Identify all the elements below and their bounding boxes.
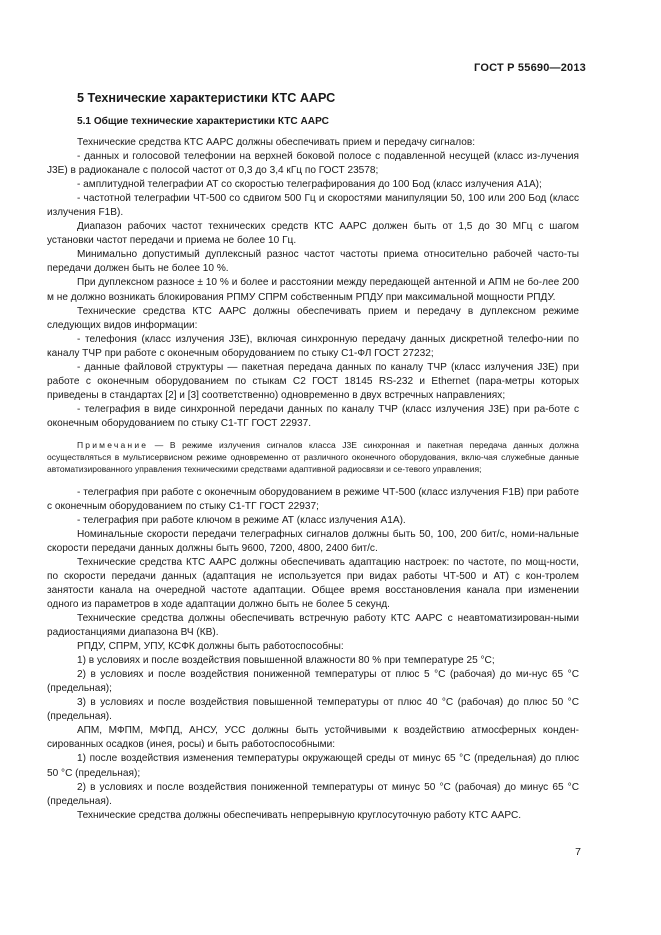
paragraph: Минимально допустимый дуплексный разнос частот частоты приема относительно рабочей часто-ты передачи должен быть не более 10 %. <box>47 249 579 275</box>
list-item: - телеграфия при работе ключом в режиме АТ (класс излучения А1А). <box>77 514 406 526</box>
paragraph: Технические средства должны обеспечивать непрерывную круглосуточную работу КТС ААРС. <box>77 809 522 821</box>
list-item: 2) в условиях и после воздействия пониженной температуры от плюс 5 °С (рабочая) до ми-нус 65 °С (предельная); <box>47 669 579 695</box>
page-content <box>47 90 579 823</box>
paragraph: Технические средства КТС ААРС должны обеспечивать прием и передачу сигналов: <box>77 137 476 148</box>
list-item: 1) в условиях и после воздействия повышенной влажности 80 % при температуре 25 °С; <box>77 655 495 667</box>
paragraph: Технические средства должны обеспечивать встречную работу КТС ААРС с неавтоматизирован-ными радиостанциями диапазона ВЧ (КВ). <box>47 613 579 639</box>
note-text: — В режиме излучения сигналов класса J3E синхронная и пакетная передача данных должна осуществляться в мультисервисном режиме одновременно от различного оконечного оборудования, вклю-чая служебные данные автоматизированного управления техническими средствами адаптивной радиосвязи и се-тевого управления; <box>47 439 579 475</box>
list-item: - данные файловой структуры — пакетная передача данных по каналу ТЧР (класс излучения J3E) при работе с оконечным оборудованием по стыкам С2 ГОСТ 18145 RS-232 и Ethernet (пара-метры которых приведены в стандартах [2] и [3] соответственно) одновременно в двух встречных направлениях; <box>47 361 579 401</box>
note-label: Примечание <box>77 439 149 450</box>
paragraph: Номинальные скорости передачи телеграфных сигналов должны быть 50, 100, 200 бит/с, номи-нальные скорости передачи данных должны быть 9600, 7200, 4800, 2400 бит/с. <box>47 528 579 554</box>
list-item: - телеграфия в виде синхронной передачи данных по каналу ТЧР (класс излучения J3E) при ра-боте с оконечным оборудованием по стыку С1-ТГ ГОСТ 22937. <box>47 403 579 429</box>
list-item: - телефония (класс излучения J3E), включая синхронную передачу данных дискретной телефо-нии по каналу ТЧР при работе с оконечным оборудованием по стыку С1-ФЛ ГОСТ 27232; <box>47 333 579 359</box>
list-item: 3) в условиях и после воздействия повышенной температуры от плюс 40 °С (рабочая) до плюс 50 °С (предельная). <box>47 697 579 723</box>
paragraphs-group-a <box>47 136 579 431</box>
list-item: - телеграфия при работе с оконечным оборудованием в режиме ЧТ-500 (класс излучения F1B) при работе с оконечным оборудованием по стыку С1-ТГ ГОСТ 22937; <box>47 486 579 512</box>
list-item: 1) после воздействия изменения температуры окружающей среды от минус 65 °С (предельная) до плюс 50 °С (предельная); <box>47 753 579 779</box>
page-number: 7 <box>575 846 581 858</box>
list-item: - амплитудной телеграфии АТ со скоростью телеграфирования до 100 Бод (класс излучения А1А); <box>77 179 542 191</box>
paragraph: При дуплексном разносе ± 10 % и более и расстоянии между передающей антенной и АПМ не бо-лее 200 м не должно возникать блокирования РПМУ СПРМ собственным РПДУ при максимальной мощности РПДУ. <box>47 277 579 303</box>
paragraph: Технические средства КТС ААРС должны обеспечивать прием и передачу в дуплексном режиме следующих видов информации: <box>47 305 579 331</box>
paragraphs-group-b <box>47 486 579 823</box>
list-item: 2) в условиях и после воздействия пониженной температуры от минус 50 °С (рабочая) до минус 65 °С (предельная). <box>47 781 579 807</box>
section-title: 5 Технические характеристики КТС ААРС <box>77 91 336 105</box>
list-item: - данных и голосовой телефонии на верхней боковой полосе с подавленной несущей (класс из-лучения J3E) в радиоканале с полосой частот от 0,3 до 3,4 кГц по ГОСТ 23578; <box>47 151 579 177</box>
paragraph: Диапазон рабочих частот технических средств КТС ААРС должен быть от 1,5 до 30 МГц с шагом установки частот передачи и приема не более 10 Гц. <box>47 221 579 247</box>
paragraph: РПДУ, СПРМ, УПУ, КСФК должны быть работоспособны: <box>77 641 344 653</box>
list-item: - частотной телеграфии ЧТ-500 со сдвигом 500 Гц и скоростями манипуляции 50, 100 или 200 Бод (класс излучения F1B). <box>47 193 579 219</box>
note <box>47 439 579 476</box>
paragraph: АПМ, МФПМ, МФПД, АНСУ, УСС должны быть устойчивыми к воздействию атмосферных конден-сированных осадков (инея, росы) и быть работоспособными: <box>47 725 579 751</box>
document-code-header: ГОСТ Р 55690—2013 <box>474 62 586 74</box>
subsection-title: 5.1 Общие технические характеристики КТС ААРС <box>77 116 329 127</box>
paragraph: Технические средства КТС ААРС должны обеспечивать адаптацию настроек: по частоте, по мощ-ности, по скорости передачи данных (адаптация не используется при видах работы ЧТ-500 и АТ) с кон-тролем занятости канала на очередной частоте адаптации. Общее время восстановления канала при изменении одного из параметров в ходе адаптации должно быть не более 5 секунд. <box>47 556 579 610</box>
